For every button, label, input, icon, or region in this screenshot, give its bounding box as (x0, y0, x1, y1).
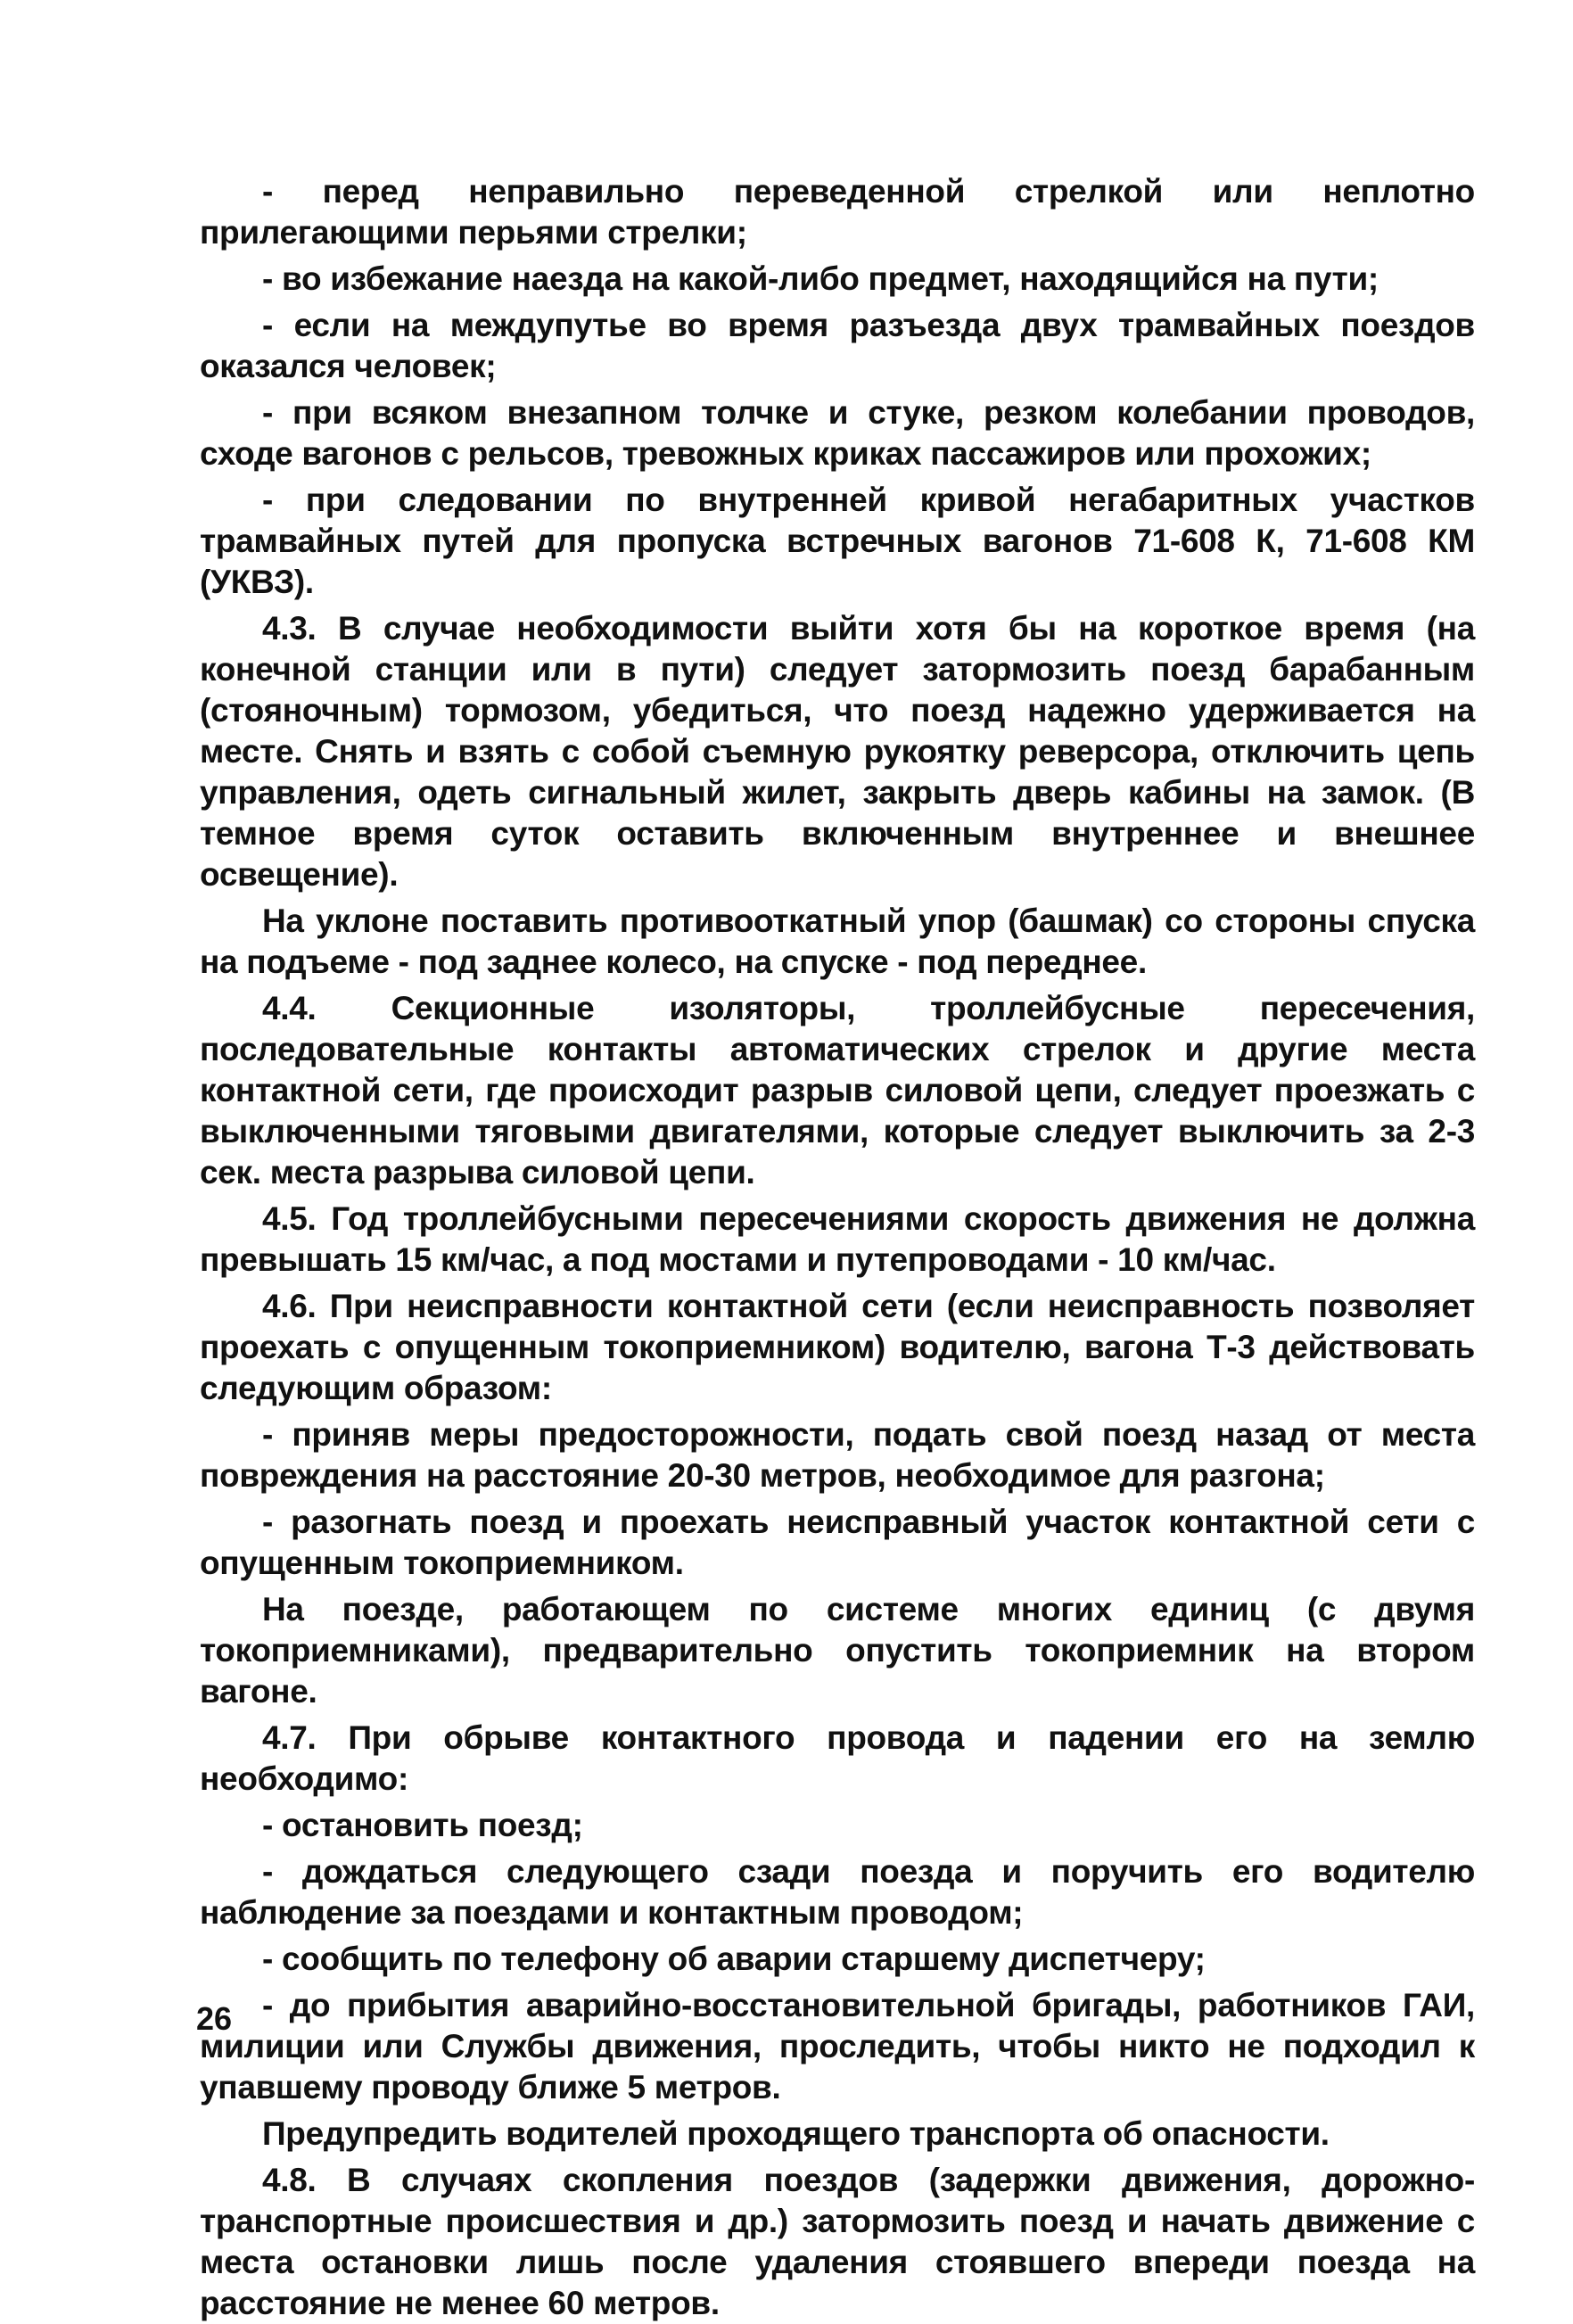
paragraph: 4.3. В случае необходимости выйти хотя бы на короткое время (на конечной станции или в пути) следует затормозить поезд барабанным (стояночным) тормозом, убедиться, что поезд надежно удерживается на месте. Снять и взять с собой съемную рукоятку реверсора, отключить цепь управления, одеть сигнальный жилет, закрыть дверь кабины на замок. (В темное время суток оставить включенным внутреннее и внешнее освещение). (200, 610, 1475, 893)
paragraph: 4.5. Год троллейбусными пересечениями скорость движения не должна превышать 15 км/час, а под мостами и путепроводами - 10 км/час. (200, 1200, 1475, 1278)
paragraph: - приняв меры предосторожности, подать свой поезд назад от места повреждения на расстояние 20-30 метров, необходимое для разгона; (200, 1416, 1475, 1494)
paragraph: - сообщить по телефону об аварии старшему диспетчеру; (262, 1941, 1206, 1977)
paragraph: На уклоне поставить противооткатный упор (башмак) со стороны спуска на подъеме - под заднее колесо, на спуске - под переднее. (200, 902, 1475, 980)
body-text (200, 171, 1475, 2324)
page-number: 26 (196, 2000, 233, 2037)
paragraph: - при следовании по внутренней кривой негабаритных участков трамвайных путей для пропуска встречных вагонов 71-608 К, 71-608 КМ (УКВЗ). (200, 482, 1475, 600)
paragraph: - если на междупутье во время разъезда двух трамвайных поездов оказался человек; (200, 307, 1475, 384)
paragraph: - остановить поезд; (262, 1807, 583, 1843)
paragraph: 4.8. В случаях скопления поездов (задержки движения, дорожно-транспортные происшествия и др.) затормозить поезд и начать движение с места остановки лишь после удаления стоявшего впереди поезда на расстояние не менее 60 метров. (200, 2162, 1475, 2321)
paragraph: - до прибытия аварийно-восстановительной бригады, работников ГАИ, милиции или Службы движения, проследить, чтобы никто не подходил к упавшему проводу ближе 5 метров. (200, 1987, 1475, 2106)
paragraph: - дождаться следующего сзади поезда и поручить его водителю наблюдение за поездами и контактным проводом; (200, 1853, 1475, 1931)
paragraph: Предупредить водителей проходящего транспорта об опасности. (262, 2115, 1330, 2152)
paragraph: На поезде, работающем по системе многих единиц (с двумя токоприемниками), предварительно опустить токоприемник на втором вагоне. (200, 1591, 1475, 1710)
paragraph: - перед неправильно переведенной стрелкой или неплотно прилегающими перьями стрелки; (200, 173, 1475, 251)
paragraph: 4.7. При обрыве контактного провода и падении его на землю необходимо: (200, 1719, 1475, 1797)
paragraph: - во избежание наезда на какой-либо предмет, находящийся на пути; (262, 260, 1379, 297)
paragraph: - при всяком внезапном толчке и стуке, резком колебании проводов, сходе вагонов с рельсов, тревожных криках пассажиров или прохожих; (200, 394, 1475, 472)
paragraph: 4.4. Секционные изоляторы, троллейбусные пересечения, последовательные контакты автоматических стрелок и другие места контактной сети, где происходит разрыв силовой цепи, следует проезжать с выключенными тяговыми двигателями, которые следует выключить за 2-3 сек. места разрыва силовой цепи. (200, 990, 1475, 1191)
paragraph: - разогнать поезд и проехать неисправный участок контактной сети с опущенным токоприемником. (200, 1504, 1475, 1581)
paragraph: 4.6. При неисправности контактной сети (если неисправность позволяет проехать с опущенным токоприемником) водителю, вагона Т-3 действовать следующим образом: (200, 1288, 1475, 1406)
